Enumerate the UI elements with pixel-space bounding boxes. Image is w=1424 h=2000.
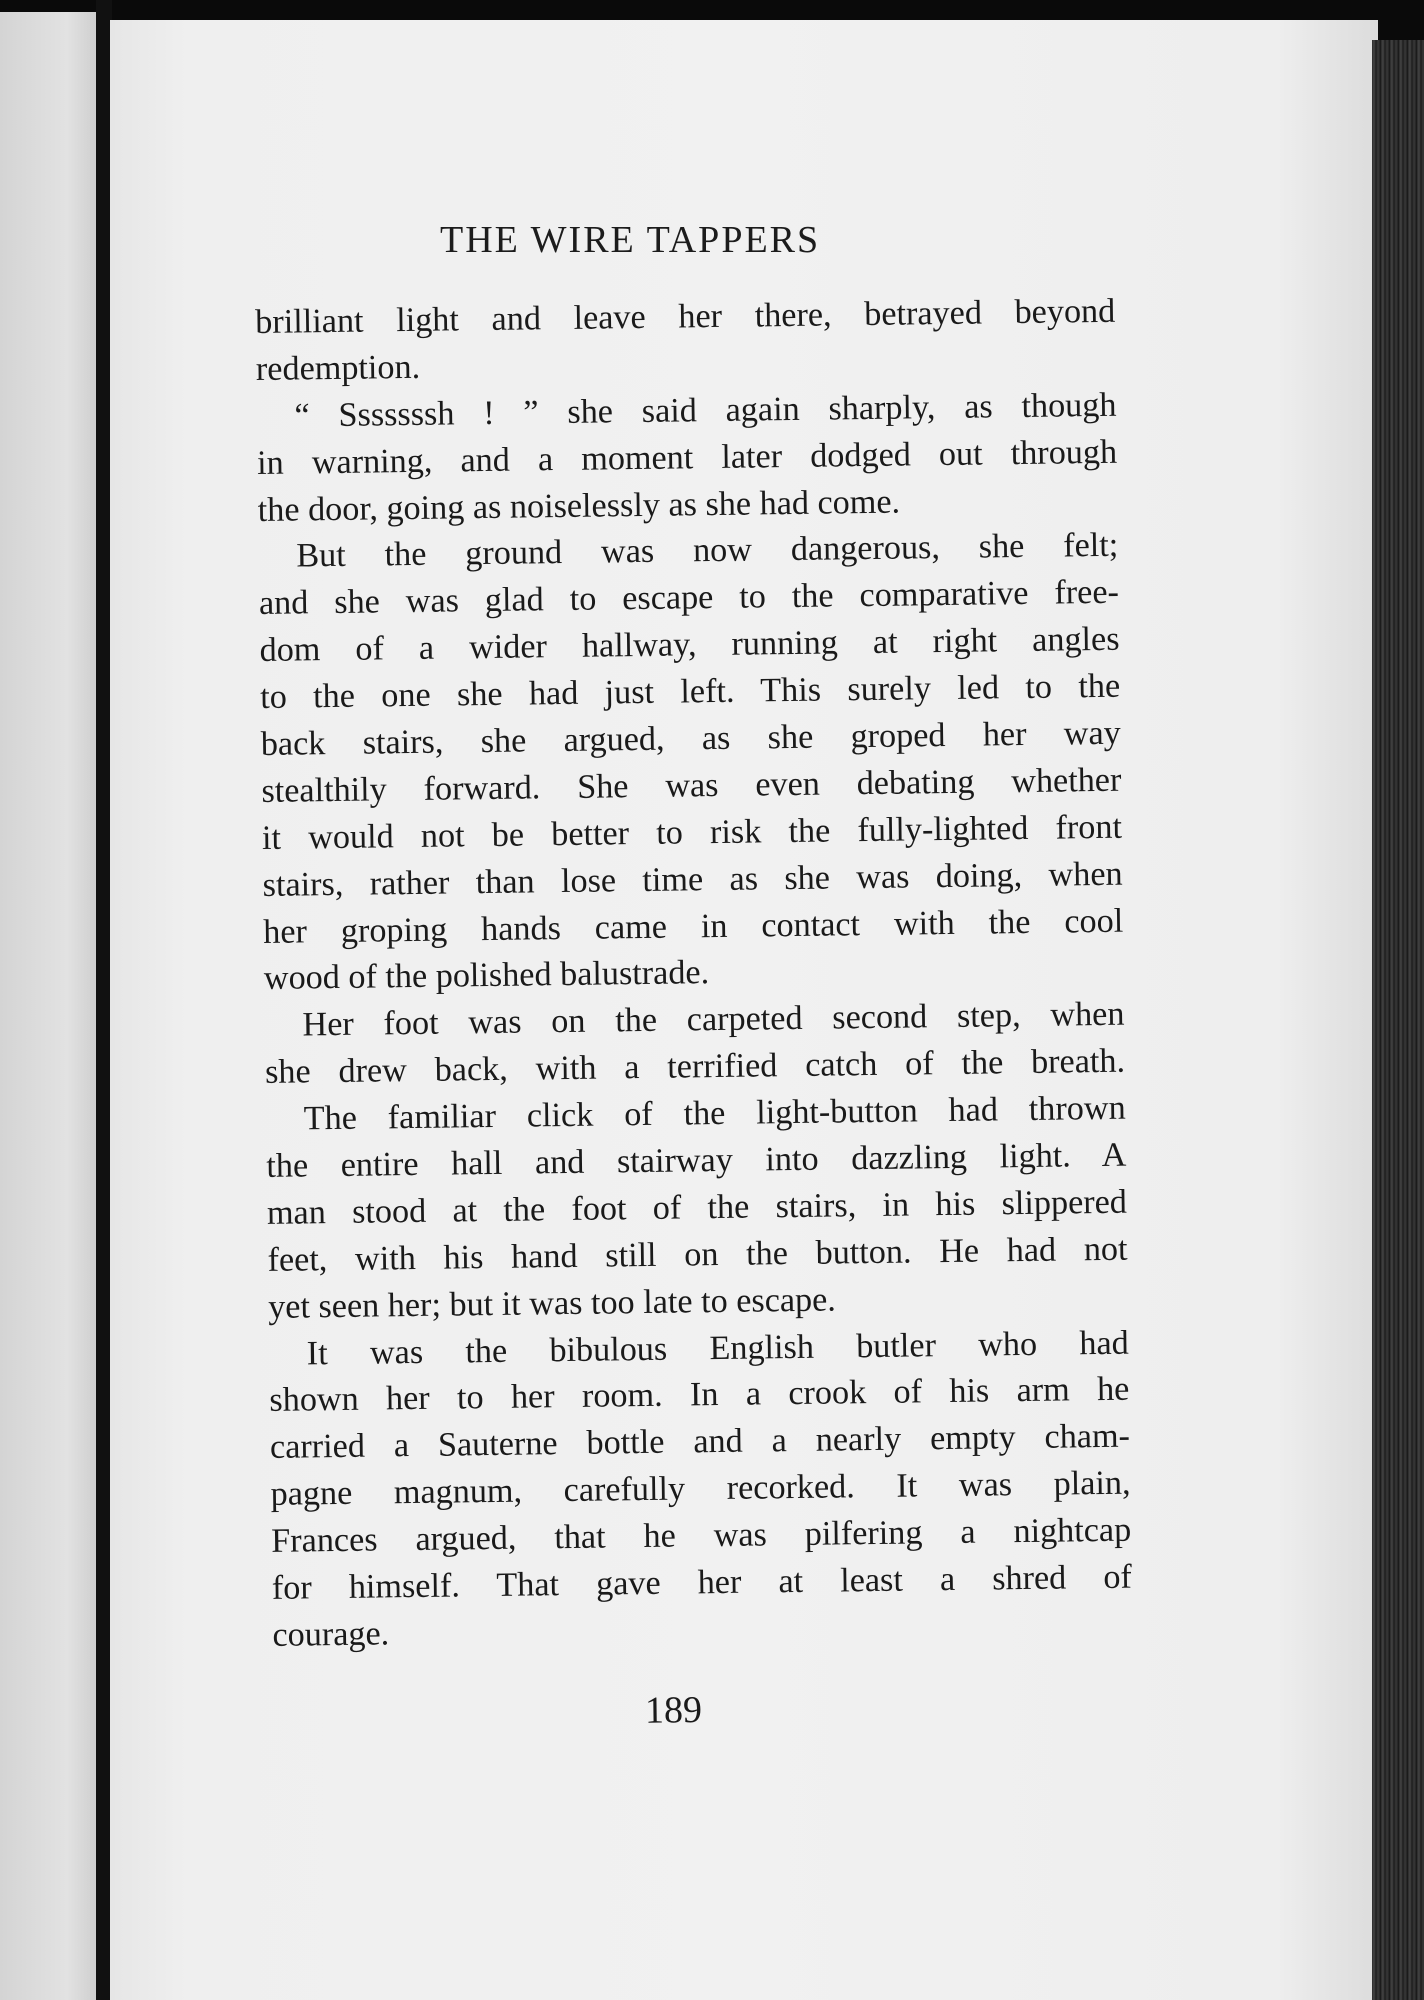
text-line: feet, with his hand still on the button. He had not (267, 1230, 1128, 1279)
text-line: redemption. (255, 348, 421, 388)
text-line: wood of the polished balustrade. (263, 954, 710, 998)
body-text (255, 289, 1133, 1660)
text-line: pagne magnum, carefully recorked. It was plain, (270, 1464, 1131, 1514)
text-line: she drew back, with a terrified catch of the breath. (264, 1042, 1126, 1092)
text-line: yet seen her; but it was too late to escape. (267, 1281, 837, 1326)
text-line: it would not be better to risk the fully-lighted front (261, 808, 1123, 857)
text-line: shown her to her room. In a crook of his arm he (269, 1371, 1130, 1420)
text-line: the entire hall and stairway into dazzling light. A (266, 1136, 1127, 1185)
text-line: man stood at the foot of the stairs, in his slippered (266, 1183, 1128, 1232)
text-line: back stairs, she argued, as she groped her way (260, 714, 1121, 763)
text-line: stairs, rather than lose time as she was doing, when (262, 855, 1123, 904)
page-number: 189 (644, 1689, 703, 1732)
text-line: and she was glad to escape to the comparative free- (258, 574, 1120, 623)
text-line: It was the bibulous English butler who had (306, 1324, 1129, 1373)
facing-page-edge (0, 12, 96, 2000)
page-block-edge (1372, 40, 1424, 2000)
text-line: Frances argued, that he was pilfering a nightcap (271, 1511, 1132, 1561)
text-line: carried a Sauterne bottle and a nearly empty cham- (269, 1418, 1131, 1467)
text-line: But the ground was now dangerous, she felt; (296, 527, 1119, 575)
text-line: for himself. That gave her at least a shred of (271, 1558, 1133, 1607)
text-line: her groping hands came in contact with the cool (263, 902, 1124, 951)
text-line: The familiar click of the light-button had thrown (303, 1089, 1126, 1138)
text-line: courage. (272, 1615, 390, 1654)
text-line: to the one she had just left. This surely led to the (259, 667, 1121, 717)
text-line: brilliant light and leave her there, betrayed beyond (255, 292, 1116, 341)
running-head: THE WIRE TAPPERS (440, 219, 821, 261)
text-line: stealthily forward. She was even debating whether (261, 761, 1122, 810)
text-line: the door, going as noiselessly as she had come. (257, 483, 901, 529)
text-line: “ Sssssssh ! ” she said again sharply, as though (294, 386, 1117, 435)
text-line: in warning, and a moment later dodged out through (256, 433, 1118, 482)
text-line: Her foot was on the carpeted second step, when (302, 996, 1125, 1044)
text-line: dom of a wider hallway, running at right angles (259, 620, 1120, 670)
